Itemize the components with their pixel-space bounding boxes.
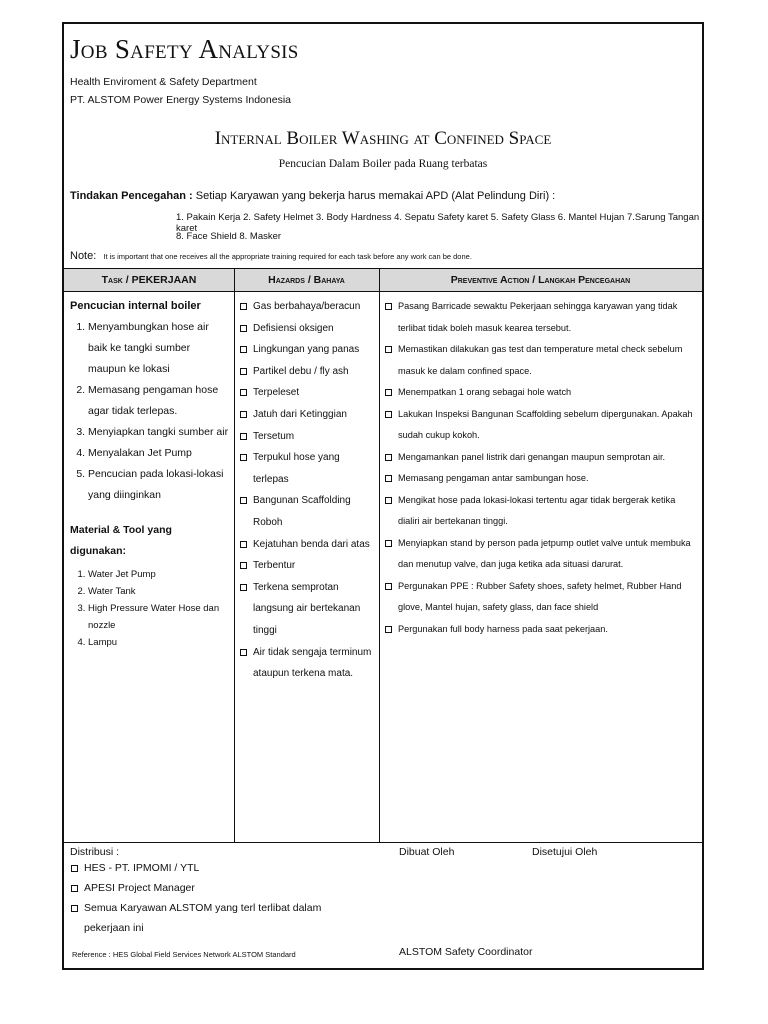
column-header-actions: Preventive Action / Langkah Pencegahan: [379, 268, 702, 292]
list-item: Memastikan dilakukan gas test dan temperature metal check sebelum masuk ke dalam confined space.: [383, 339, 697, 382]
list-item: 3. High Pressure Water Hose dan nozzle: [88, 600, 230, 634]
distribution-section: [70, 846, 370, 938]
list-item: 1. Water Jet Pump: [88, 566, 230, 583]
material-title: Material & Tool yang digunakan:: [70, 524, 172, 557]
task-list: [70, 317, 230, 506]
list-item: Jatuh dari Ketinggian: [238, 404, 376, 426]
task-column: [70, 296, 230, 651]
note-label: Note:: [70, 250, 97, 262]
prevention-label: Tindakan Pencegahan :: [70, 190, 193, 202]
list-item: Mengikat hose pada lokasi-lokasi tertentu agar tidak bergerak ketika dialiri air bertekanan tinggi.: [383, 490, 697, 533]
list-item: 2. Memasang pengaman hose agar tidak terlepas.: [88, 380, 230, 422]
list-item: Air tidak sengaja terminum ataupun terkena mata.: [238, 642, 376, 685]
list-item: 4. Lampu: [88, 634, 230, 651]
list-item: Terpukul hose yang terlepas: [238, 447, 376, 490]
list-item: Semua Karyawan ALSTOM yang terl terlibat dalam pekerjaan ini: [70, 898, 370, 938]
list-item: Kejatuhan benda dari atas: [238, 534, 376, 556]
list-item: 2. Water Tank: [88, 583, 230, 600]
list-item: APESI Project Manager: [70, 878, 370, 898]
prevention-line: [70, 190, 555, 202]
document-subtitle: Pencucian Dalam Boiler pada Ruang terbatas: [278, 158, 488, 170]
reference-text: Reference : HES Global Field Services Network ALSTOM Standard: [72, 950, 296, 959]
list-item: Memasang pengaman antar sambungan hose.: [383, 468, 697, 490]
column-header-task: Task / PEKERJAAN: [64, 268, 234, 292]
distribution-label: Distribusi :: [70, 846, 120, 858]
action-column: [383, 296, 697, 640]
list-item: Terpeleset: [238, 382, 376, 404]
department-text: Health Enviroment & Safety Department: [70, 76, 257, 88]
list-item: Pasang Barricade sewaktu Pekerjaan sehingga karyawan yang tidak terlibat tidak boleh masuk kearea tersebut.: [383, 296, 697, 339]
list-item: Terbentur: [238, 555, 376, 577]
list-item: Menyiapkan stand by person pada jetpump outlet valve untuk membuka dan menutup valve, dan juga ketika ada situasi darurat.: [383, 533, 697, 576]
list-item: HES - PT. IPMOMI / YTL: [70, 858, 370, 878]
coordinator-label: ALSTOM Safety Coordinator: [399, 946, 533, 958]
note-line: [70, 250, 472, 262]
list-item: 5. Pencucian pada lokasi-lokasi yang diinginkan: [88, 464, 230, 506]
list-item: Lakukan Inspeksi Bangunan Scaffolding sebelum dipergunakan. Apakah sudah cukup kokoh.: [383, 404, 697, 447]
apd-line-2: 8. Face Shield 8. Masker: [176, 231, 282, 242]
hazard-column: [238, 296, 376, 685]
made-by-label: Dibuat Oleh: [399, 846, 455, 858]
list-item: Partikel debu / fly ash: [238, 361, 376, 383]
column-divider: [234, 268, 235, 842]
list-item: Pergunakan PPE : Rubber Safety shoes, safety helmet, Rubber Hand glove, Mantel hujan, safety glass, dan face shield: [383, 576, 697, 619]
list-item: Defisiensi oksigen: [238, 318, 376, 340]
list-item: 1. Menyambungkan hose air baik ke tangki sumber maupun ke lokasi: [88, 317, 230, 380]
page-title: Job Safety Analysis: [70, 34, 299, 64]
approved-by-label: Disetujui Oleh: [532, 846, 598, 858]
list-item: 3. Menyiapkan tangki sumber air: [88, 422, 230, 443]
list-item: Lingkungan yang panas: [238, 339, 376, 361]
task-section-title: Pencucian internal boiler: [70, 300, 201, 312]
material-section: [70, 520, 230, 651]
hazard-list: [238, 296, 376, 685]
footer-divider: [64, 842, 702, 843]
list-item: Bangunan Scaffolding Roboh: [238, 490, 376, 533]
column-header-hazards: Hazards / Bahaya: [234, 268, 379, 292]
list-item: Pergunakan full body harness pada saat pekerjaan.: [383, 619, 697, 641]
list-item: Menempatkan 1 orang sebagai hole watch: [383, 382, 697, 404]
list-item: Terkena semprotan langsung air bertekanan tinggi: [238, 577, 376, 642]
column-divider: [379, 268, 380, 842]
list-item: Mengamankan panel listrik dari genangan maupun semprotan air.: [383, 447, 697, 469]
document-title: Internal Boiler Washing at Confined Space: [214, 128, 552, 149]
list-item: 4. Menyalakan Jet Pump: [88, 443, 230, 464]
action-list: [383, 296, 697, 640]
company-text: PT. ALSTOM Power Energy Systems Indonesia: [70, 94, 291, 106]
note-text: It is important that one receives all the appropriate training required for each task before any work can be done.: [103, 252, 472, 261]
apd-line-1: 1. Pakain Kerja 2. Safety Helmet 3. Body Hardness 4. Sepatu Safety karet 5. Safety Glass 6. Mantel Hujan 7.Sarung Tangan karet: [176, 212, 700, 234]
jsa-document: [62, 22, 704, 970]
list-item: Tersetum: [238, 426, 376, 448]
distribution-list: [70, 858, 370, 938]
material-list: [70, 566, 230, 651]
prevention-text: Setiap Karyawan yang bekerja harus memakai APD (Alat Pelindung Diri) :: [195, 190, 556, 202]
list-item: Gas berbahaya/beracun: [238, 296, 376, 318]
